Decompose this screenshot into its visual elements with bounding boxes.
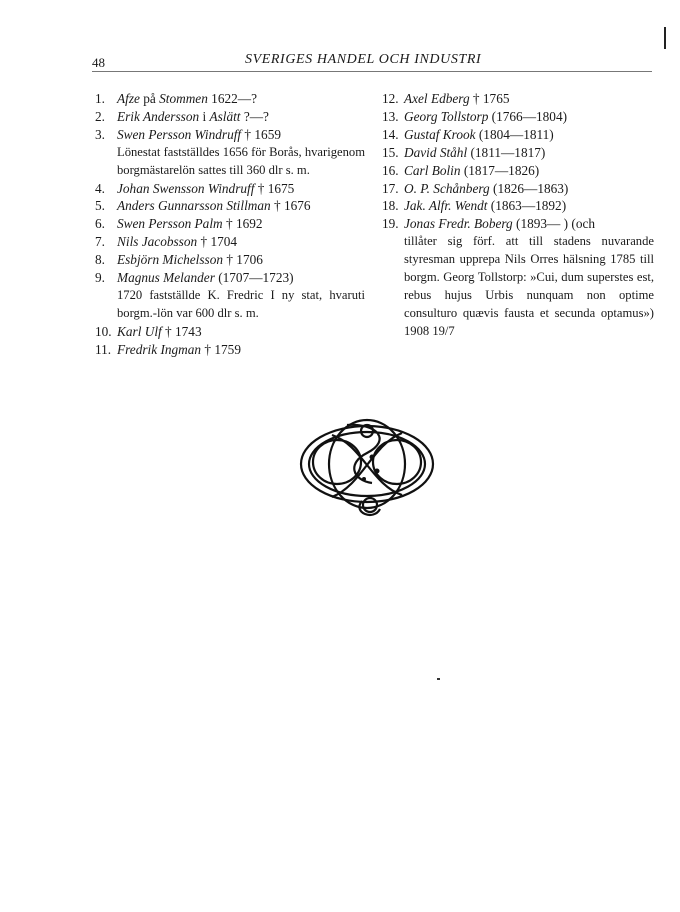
list-item: 11. Fredrik Ingman † 1759	[95, 341, 241, 357]
list-item: 15. David Ståhl (1811—1817)	[382, 144, 546, 160]
left-column	[95, 90, 365, 359]
list-item: 2. Erik Andersson i Aslätt ?—?	[95, 108, 269, 124]
monogram-ornament-icon	[292, 405, 442, 523]
list-item: 7. Nils Jacobsson † 1704	[95, 234, 238, 250]
list-item: 3. Swen Persson Windruff † 1659	[95, 126, 281, 142]
header-rule	[92, 71, 652, 72]
running-title: SVERIGES HANDEL OCH INDUSTRI	[245, 52, 482, 67]
list-item: 17. O. P. Schånberg (1826—1863)	[382, 180, 569, 196]
list-item: 19. Jonas Fredr. Boberg (1893— ) (och	[382, 216, 596, 232]
stray-mark	[437, 678, 440, 680]
list-item: 1. Afze på Stommen 1622—?	[95, 91, 257, 106]
note-entry-9: 1720 fastställde K. Fredric I ny stat, hvaruti borgm.-lön var 600 dlr s. m.	[117, 287, 365, 320]
list-item: 13. Georg Tollstorp (1766—1804)	[382, 108, 568, 124]
list-item: 14. Gustaf Krook (1804—1811)	[382, 126, 554, 142]
list-item: 5. Anders Gunnarsson Stillman † 1676	[95, 198, 311, 214]
list-item: 10. Karl Ulf † 1743	[95, 323, 202, 339]
note-entry-3: Lönestat fastställdes 1656 för Borås, hvarigenom borgmästarelön sattes till 360 dlr s. m.	[117, 144, 365, 177]
note-entry-19: tillåter sig förf. att till stadens nuvarande styresman upprepa Nils Orres hälsning 1785 till borgm. Georg Tollstorp: »Cui, dum superstes est, rebus hujus Urbis nunquam non optime consulturo quævis fausta et secunda optamus») 1908 19/7	[404, 234, 654, 338]
list-item: 16. Carl Bolin (1817—1826)	[382, 162, 540, 178]
page-number: 48	[92, 55, 105, 70]
list-item: 9. Magnus Melander (1707—1723)	[95, 270, 294, 286]
list-item: 18. Jak. Alfr. Wendt (1863—1892)	[382, 198, 567, 214]
list-item: 12. Axel Edberg † 1765	[382, 91, 510, 106]
list-item: 6. Swen Persson Palm † 1692	[95, 216, 263, 232]
right-column	[382, 90, 654, 341]
list-item: 8. Esbjörn Michelsson † 1706	[95, 252, 263, 268]
list-item: 4. Johan Swensson Windruff † 1675	[95, 180, 295, 196]
scan-edge-mark	[664, 27, 666, 49]
